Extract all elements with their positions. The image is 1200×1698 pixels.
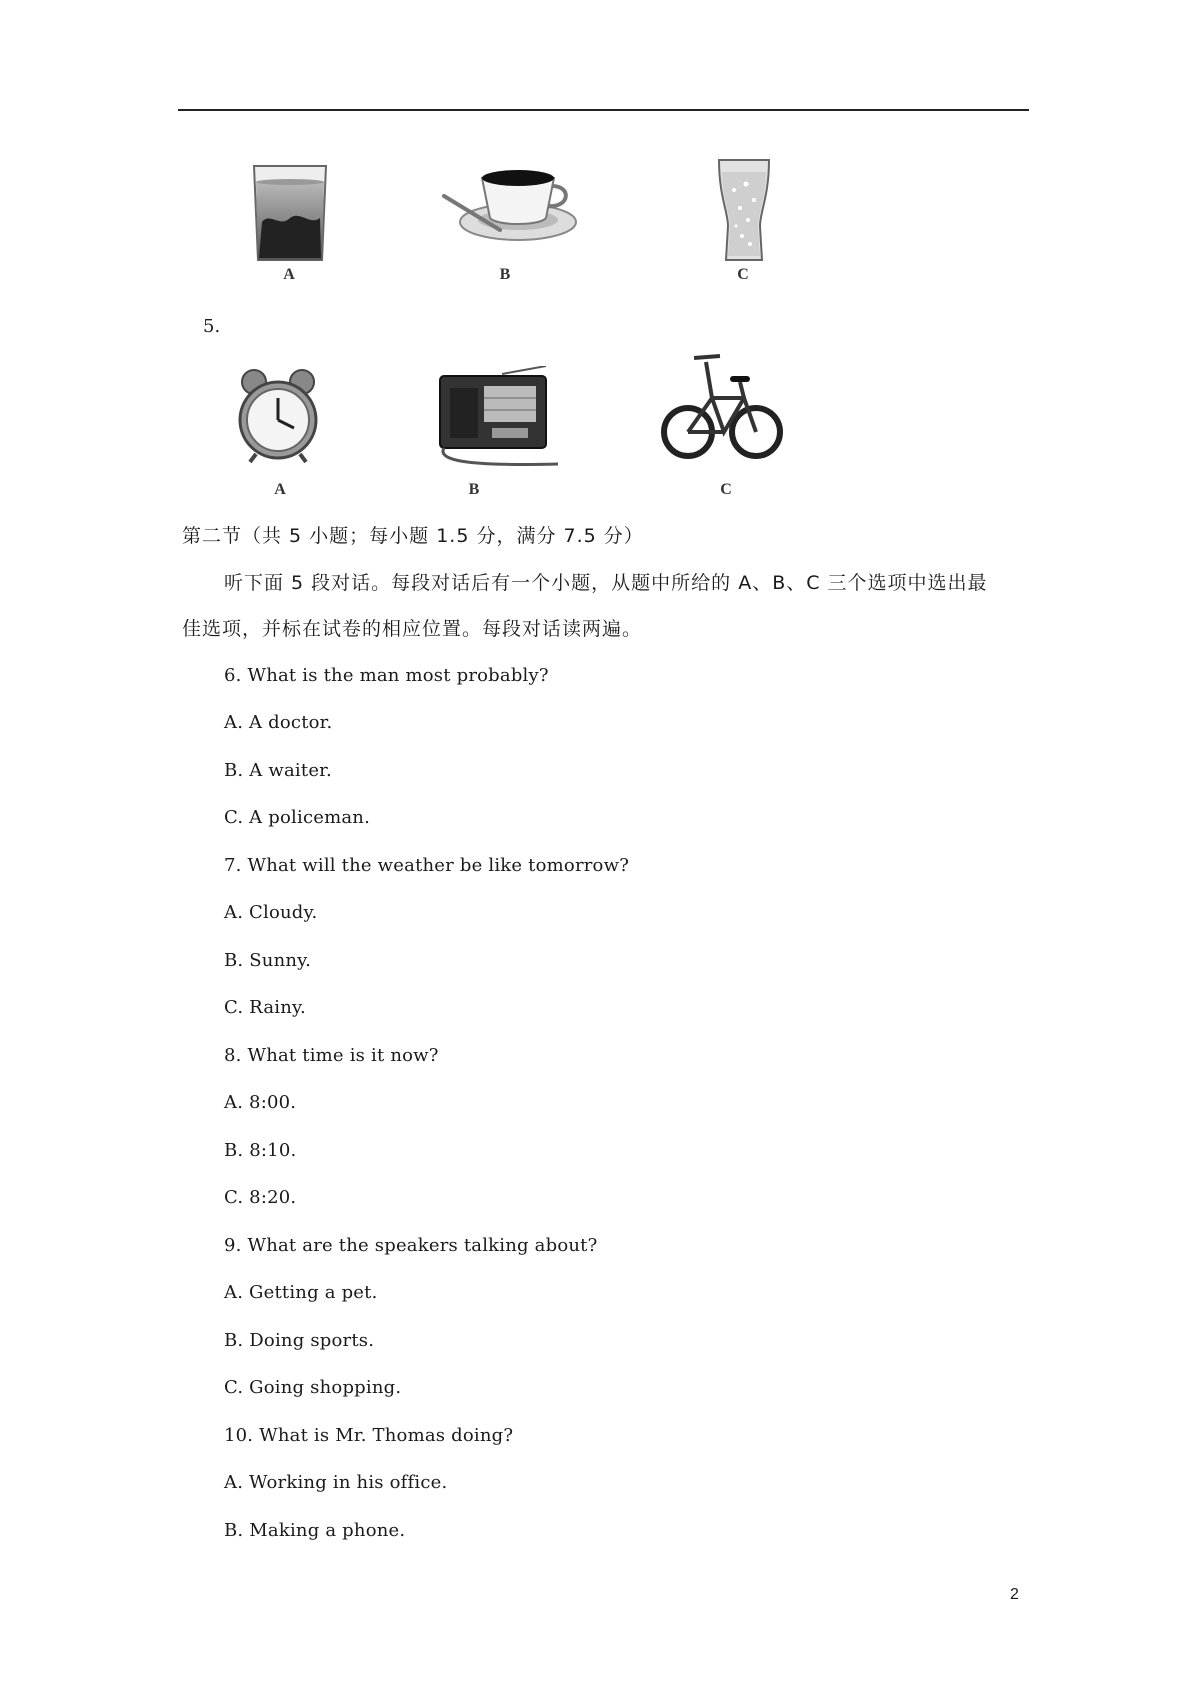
question-6-option-c: C. A policeman. xyxy=(224,807,371,828)
question-10-option-a: A. Working in his office. xyxy=(224,1472,448,1493)
section-instruction-line1: 听下面 5 段对话。每段对话后有一个小题，从题中所给的 A、B、C 三个选项中选出最 xyxy=(224,572,988,594)
radio-icon xyxy=(436,366,566,472)
row1-label-c: C xyxy=(737,266,749,283)
question-8-option-c: C. 8:20. xyxy=(224,1187,297,1208)
alarm-clock-icon xyxy=(236,368,320,464)
q5-label-a: A xyxy=(274,481,286,498)
question-7-option-a: A. Cloudy. xyxy=(224,902,318,923)
bicycle-icon xyxy=(660,352,784,462)
question-9-option-a: A. Getting a pet. xyxy=(224,1282,378,1303)
q5-label-b: B xyxy=(468,481,480,498)
question-7-option-b: B. Sunny. xyxy=(224,950,312,971)
header-rule xyxy=(178,109,1029,111)
question-6: 6. What is the man most probably? xyxy=(224,665,549,686)
section-heading: 第二节（共 5 小题；每小题 1.5 分，满分 7.5 分） xyxy=(182,525,644,547)
question-5-number: 5. xyxy=(203,316,221,337)
question-6-option-a: A. A doctor. xyxy=(224,712,333,733)
q5-label-c: C xyxy=(720,481,732,498)
page-number: 2 xyxy=(1010,1586,1019,1603)
soda-glass-icon xyxy=(716,156,772,264)
tea-glass-icon xyxy=(250,162,330,264)
question-9-option-c: C. Going shopping. xyxy=(224,1377,402,1398)
question-6-option-b: B. A waiter. xyxy=(224,760,332,781)
question-7: 7. What will the weather be like tomorrow? xyxy=(224,855,630,876)
question-7-option-c: C. Rainy. xyxy=(224,997,306,1018)
section-instruction-line2: 佳选项，并标在试卷的相应位置。每段对话读两遍。 xyxy=(182,618,643,640)
question-10: 10. What is Mr. Thomas doing? xyxy=(224,1425,514,1446)
coffee-cup-icon xyxy=(440,160,580,246)
question-8-option-b: B. 8:10. xyxy=(224,1140,297,1161)
row1-label-b: B xyxy=(499,266,511,283)
question-9-option-b: B. Doing sports. xyxy=(224,1330,375,1351)
question-8: 8. What time is it now? xyxy=(224,1045,439,1066)
question-10-option-b: B. Making a phone. xyxy=(224,1520,406,1541)
row1-label-a: A xyxy=(283,266,295,283)
question-9: 9. What are the speakers talking about? xyxy=(224,1235,598,1256)
question-8-option-a: A. 8:00. xyxy=(224,1092,297,1113)
